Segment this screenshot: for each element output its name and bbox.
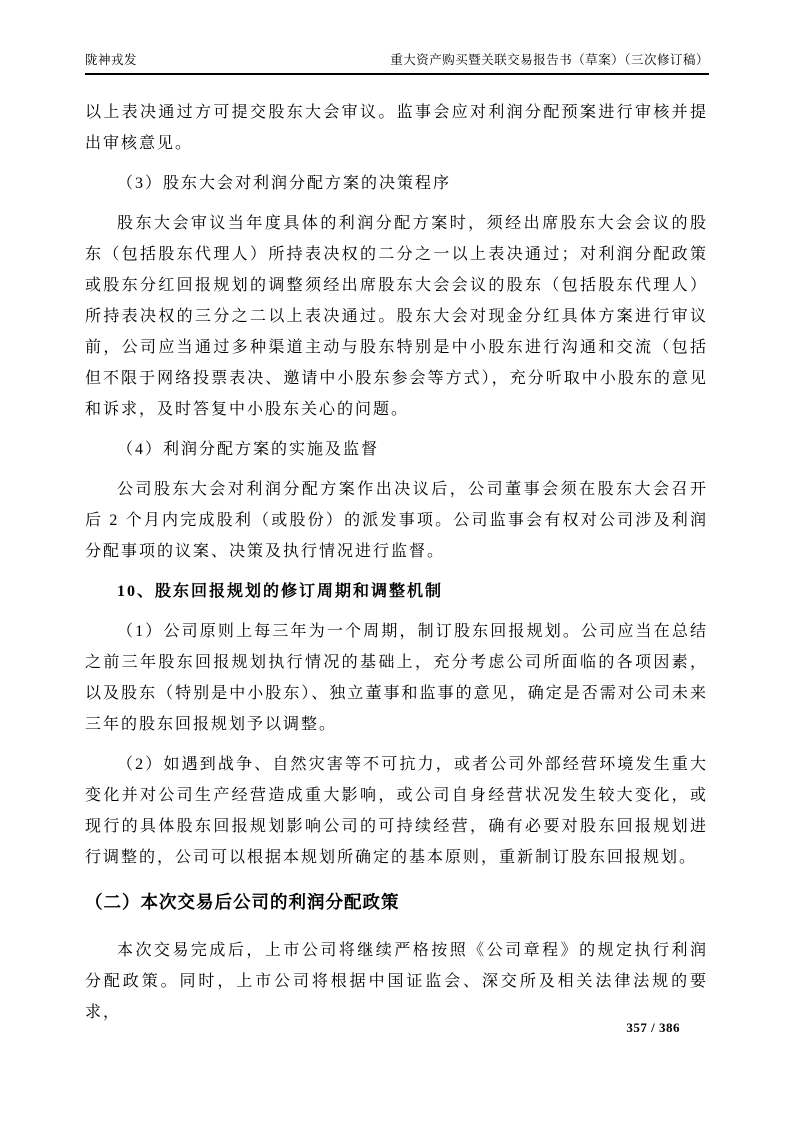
header-report-title: 重大资产购买暨关联交易报告书（草案）（三次修订稿） — [390, 53, 709, 67]
paragraph: （1）公司原则上每三年为一个周期，制订股东回报规划。公司应当在总结之前三年股东回报规划执行情况的基础上，充分考虑公司所面临的各项因素，以及股东（特别是中小股东）、独立董事和监事的意见，确定是否需对公司未来三年的股东回报规划予以调整。 — [85, 623, 708, 733]
section-heading-2: （二）本次交易后公司的利润分配政策 — [85, 892, 400, 912]
numbered-heading-10: 10、股东回报规划的修订周期和调整机制 — [117, 583, 444, 600]
paragraph: 公司股东大会对利润分配方案作出决议后，公司董事会须在股东大会召开后 2 个月内完成股利（或股份）的派发事项。公司监事会有权对公司涉及利润分配事项的议案、决策及执行情况进行监督。 — [85, 481, 708, 560]
paragraph: 股东大会审议当年度具体的利润分配方案时，须经出席股东大会会议的股东（包括股东代理人）所持表决权的二分之一以上表决通过；对利润分配政策或股东分红回报规划的调整须经出席股东大会会议的股东（包括股东代理人）所持表决权的三分之二以上表决通过。股东大会对现金分红具体方案进行审议前，公司应当通过多种渠道主动与股东特别是中小股东进行沟通和交流（包括但不限于网络投票表决、邀请中小股东参会等方式），充分听取中小股东的意见和诉求，及时答复中小股东关心的问题。 — [85, 215, 708, 418]
paragraph-continuation: 以上表决通过方可提交股东大会审议。监事会应对利润分配预案进行审核并提出审核意见。 — [85, 104, 708, 152]
paragraph: 本次交易完成后，上市公司将继续严格按照《公司章程》的规定执行利润分配政策。同时，上市公司将根据中国证监会、深交所及相关法律法规的要求， — [85, 942, 708, 1021]
page-body — [85, 97, 708, 1037]
subheading-3: （3）股东大会对利润分配方案的决策程序 — [117, 175, 452, 192]
header-company-name: 陇神戎发 — [85, 53, 138, 67]
paragraph: （2）如遇到战争、自然灾害等不可抗力，或者公司外部经营环境发生重大变化并对公司生产经营造成重大影响，或公司自身经营状况发生较大变化，或现行的具体股东回报规划影响公司的可持续经营，确有必要对股东回报规划进行调整的，公司可以根据本规划所确定的基本原则，重新制订股东回报规划。 — [85, 756, 708, 866]
page-header — [85, 50, 709, 75]
subheading-4: （4）利润分配方案的实施及监督 — [117, 441, 380, 458]
page-number: 357 / 386 — [626, 1020, 680, 1035]
